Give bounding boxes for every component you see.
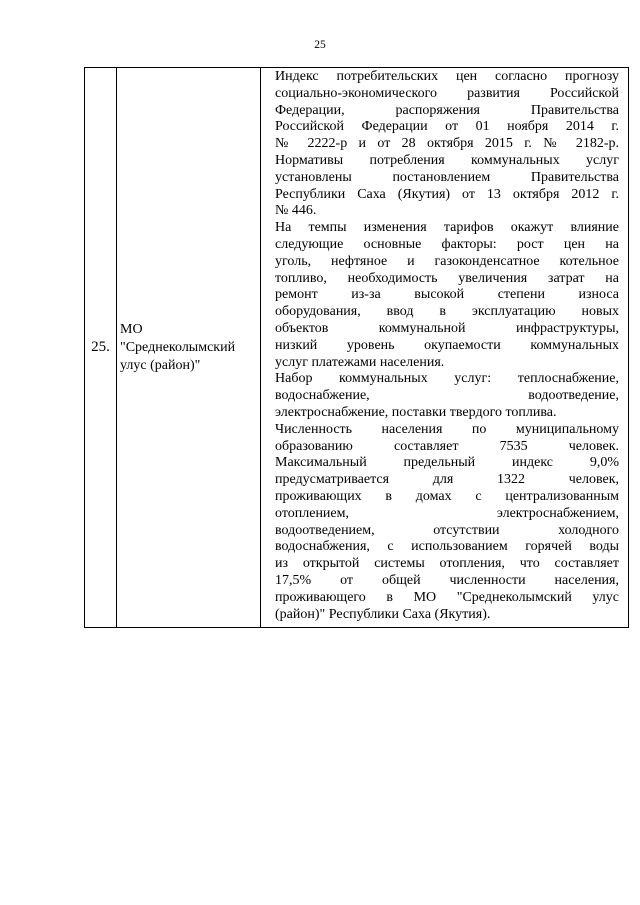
text-line: Республики Саха (Якутия) от 13 октября 2012 г.: [275, 186, 619, 202]
text-line: ремонт из-за высокой степени износа: [275, 287, 619, 303]
text-line: водоснабжение, водоотведение,: [275, 388, 619, 404]
description-paragraph: [275, 69, 619, 220]
table-row: [85, 68, 629, 628]
text-line: из открытой системы отопления, что составляет: [275, 556, 619, 572]
text-line: Нормативы потребления коммунальных услуг: [275, 152, 619, 168]
text-line: (район)" Республики Саха (Якутия).: [275, 606, 491, 622]
tariff-table: [84, 67, 629, 628]
municipality-name: [117, 68, 261, 628]
text-line: топливо, необходимость увеличения затрат на: [275, 270, 619, 286]
page-number: 25: [314, 39, 326, 51]
municipality-name-line: "Среднеколымский: [120, 339, 236, 355]
description-paragraph: [275, 220, 619, 371]
text-line: оборудования, ввод в эксплуатацию новых: [275, 304, 619, 320]
text-line: образованию составляет 7535 человек.: [275, 438, 619, 454]
text-line: Набор коммунальных услуг: теплоснабжение,: [275, 371, 619, 387]
text-line: Численность населения по муниципальному: [275, 421, 619, 437]
text-line: предусматривается для 1322 человек,: [275, 472, 619, 488]
text-line: проживающего в МО "Среднеколымский улус: [275, 589, 619, 605]
text-line: 17,5% от общей численности населения,: [275, 572, 619, 588]
text-line: № 446.: [275, 203, 317, 219]
text-line: объектов коммунальной инфраструктуры,: [275, 320, 619, 336]
description-paragraph: [275, 371, 619, 421]
description-paragraph: [275, 422, 619, 624]
text-line: водоснабжения, с использованием горячей воды: [275, 539, 619, 555]
row-number: 25.: [85, 68, 117, 628]
text-line: Максимальный предельный индекс 9,0%: [275, 455, 619, 471]
text-line: установлены постановлением Правительства: [275, 169, 619, 185]
text-line: отоплением, электроснабжением,: [275, 505, 619, 521]
text-line: низкий уровень окупаемости коммунальных: [275, 337, 619, 353]
municipality-name-line: улус (район)": [120, 357, 201, 373]
text-line: проживающих в домах с централизованным: [275, 488, 619, 504]
text-line: социально-экономического развития Российской: [275, 85, 619, 101]
text-line: Российской Федерации от 01 ноября 2014 г.: [275, 119, 619, 135]
municipality-name-line: МО: [120, 321, 143, 337]
text-line: № 2222-р и от 28 октября 2015 г. № 2182-р.: [275, 136, 619, 152]
text-line: Индекс потребительских цен согласно прогнозу: [275, 69, 619, 84]
text-line: На темпы изменения тарифов окажут влияние: [275, 220, 619, 236]
text-line: уголь, нефтяное и газоконденсатное котельное: [275, 253, 619, 269]
text-line: водоотведением, отсутствии холодного: [275, 522, 619, 538]
text-line: Федерации, распоряжения Правительства: [275, 102, 619, 118]
description-cell: [261, 68, 629, 628]
text-line: следующие основные факторы: рост цен на: [275, 236, 619, 252]
text-line: электроснабжение, поставки твердого топлива.: [275, 404, 557, 420]
text-line: услуг платежами населения.: [275, 354, 445, 370]
description-text: [275, 69, 619, 623]
